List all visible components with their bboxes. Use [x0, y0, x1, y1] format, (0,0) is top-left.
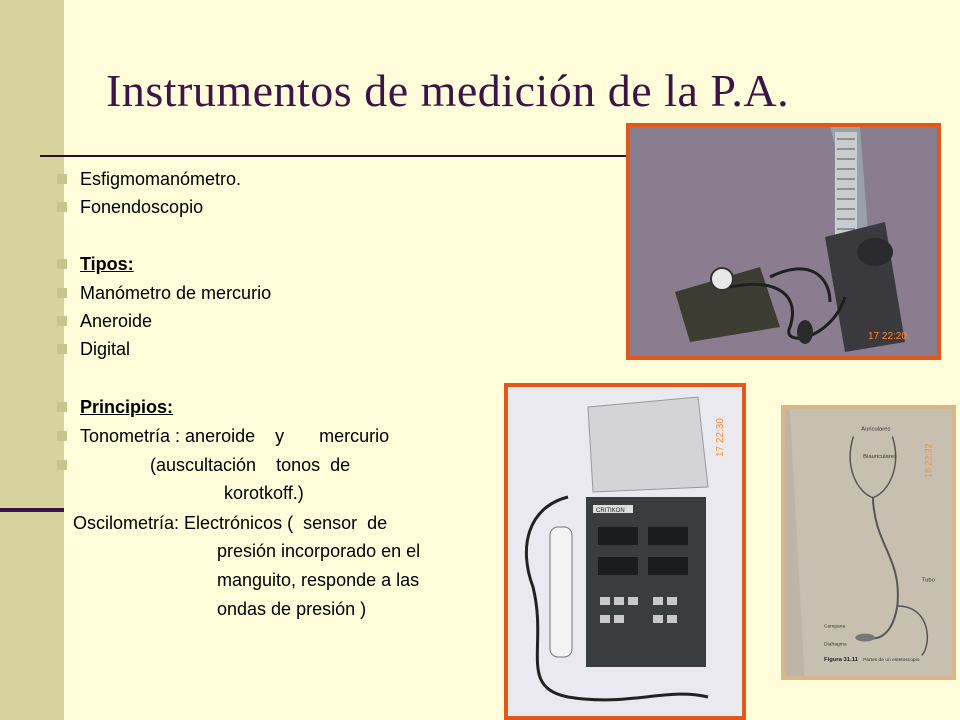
- bullet-heading-tipos: Tipos:: [80, 254, 134, 274]
- bullet-text: Digital: [80, 339, 131, 359]
- mercury-sphygmomanometer-illustration: [630, 127, 937, 356]
- bullet-icon: [57, 316, 67, 326]
- photo-digital-monitor: [504, 383, 746, 720]
- accent-rule: [0, 508, 64, 512]
- photo-stethoscope-figure: [781, 405, 956, 680]
- oscilometria-line: presión incorporado en el: [217, 541, 421, 561]
- bullet-text: Fonendoscopio: [80, 197, 204, 217]
- bullet-text: (auscultación tonos de: [80, 455, 351, 475]
- bullet-icon: [57, 288, 67, 298]
- bullet-icon: [57, 460, 67, 470]
- figure-caption: Figura 31.11: [824, 657, 858, 664]
- side-bar: [0, 0, 64, 720]
- label-campana: Campana: [824, 624, 846, 630]
- oscilometria-line: ondas de presión ): [217, 599, 367, 619]
- label-tubo: Tubo: [921, 577, 935, 584]
- oscilometria-line: manguito, responde a las: [217, 570, 420, 590]
- bullet-icon: [57, 402, 67, 412]
- digital-monitor-illustration: [508, 387, 742, 716]
- label-auriculares: Auriculares: [861, 426, 891, 433]
- oscilometria-line: Oscilometría: Electrónicos ( sensor de: [73, 513, 388, 533]
- bullet-text: Manómetro de mercurio: [80, 283, 272, 303]
- bullet-icon: [57, 344, 67, 354]
- stethoscope-illustration: [785, 409, 952, 676]
- photo-timestamp: 18 22:32: [923, 443, 934, 478]
- bullet-icon: [57, 259, 67, 269]
- device-brand: CRITIKON: [596, 508, 625, 514]
- bullet-icon: [57, 174, 67, 184]
- bullet-text: Esfigmomanómetro.: [80, 169, 242, 189]
- bullet-icon: [57, 202, 67, 212]
- figure-caption-text: Partes de un estetoscopio: [863, 658, 920, 664]
- bullet-text: Tonometría : aneroide y mercurio: [80, 426, 390, 446]
- continuation-text: korotkoff.): [224, 483, 304, 503]
- title-underline: [40, 155, 635, 157]
- label-diafragma: Diafragma: [824, 642, 847, 648]
- photo-timestamp: 17 22:20: [868, 331, 907, 342]
- slide-title: Instrumentos de medición de la P.A.: [106, 65, 790, 116]
- photo-mercury-sphygmomanometer: [626, 123, 941, 360]
- bullet-icon: [57, 431, 67, 441]
- bullet-heading-principios: Principios:: [80, 397, 174, 417]
- label-biauriculares: Biauriculares: [863, 454, 897, 461]
- photo-timestamp: 17 22:30: [715, 418, 726, 457]
- bullet-text: Aneroide: [80, 311, 153, 331]
